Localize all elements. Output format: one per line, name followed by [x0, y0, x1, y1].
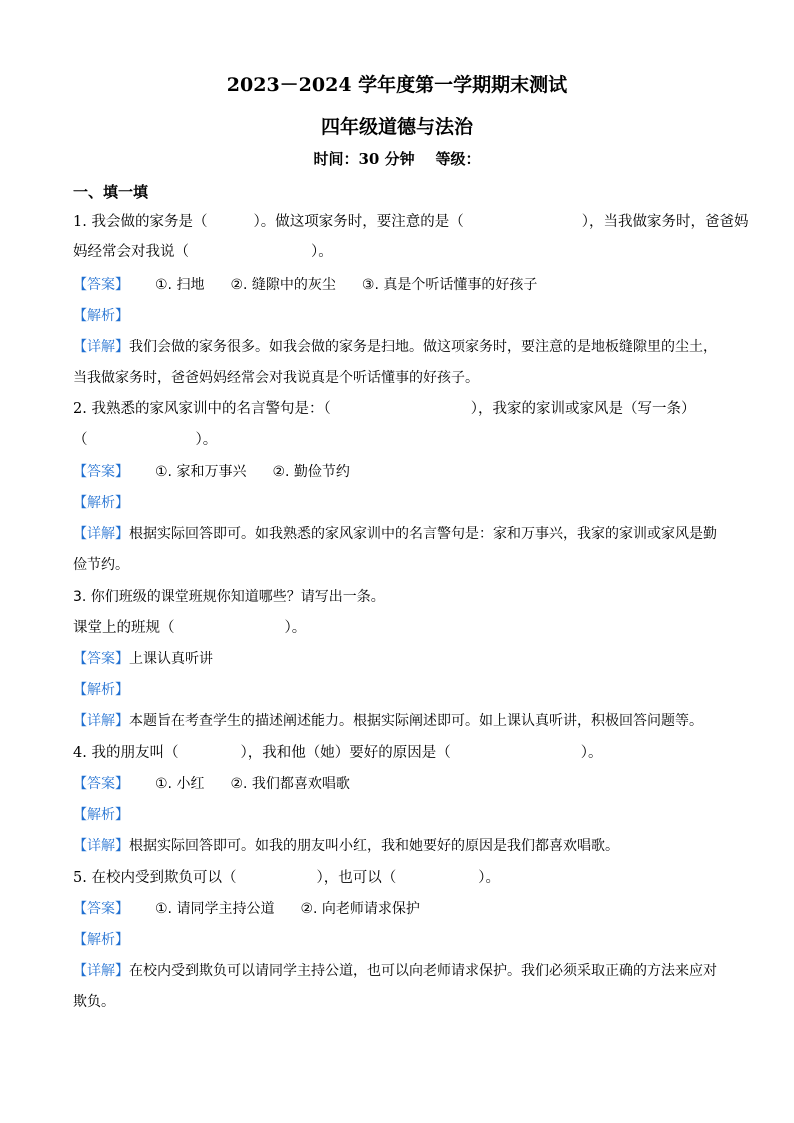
- q1-answer-row: [73, 275, 733, 295]
- section-heading: 一、填一填: [73, 183, 149, 201]
- q2-line-2: [73, 430, 733, 450]
- detail-label: 【详解】: [73, 713, 129, 729]
- answer-label: 【答案】: [73, 651, 129, 667]
- q5-text-c: ）。: [478, 870, 500, 886]
- q1-line-1: [73, 212, 749, 232]
- q5-answer-1: ①. 请同学主持公道: [155, 901, 275, 917]
- exam-meta: 时间：30 分钟 等级：: [313, 150, 481, 168]
- q5-detail-2: 欺负。: [73, 994, 115, 1010]
- q5-answer-row: [73, 899, 733, 919]
- q4-answer-1: ①. 小红: [155, 776, 205, 792]
- q1-answer-1: ①. 扫地: [155, 277, 205, 293]
- answer-label: 【答案】: [73, 901, 129, 917]
- answer-label: 【答案】: [73, 776, 129, 792]
- q1-text-b: ）。做这项家务时，要注意的是（: [253, 214, 464, 230]
- q2-line-1: [73, 399, 733, 419]
- analysis-label: 【解析】: [73, 682, 129, 698]
- q5-analysis: [73, 930, 733, 950]
- analysis-label: 【解析】: [73, 932, 129, 948]
- q2-text-b: ），我家的家训或家风是（写一条）: [470, 401, 696, 417]
- q1-detail-1: 【详解】我们会做的家务很多。如我会做的家务是扫地。做这项家务时，要注意的是地板缝隙里的尘土，: [73, 339, 717, 355]
- q4-answer-row: [73, 774, 733, 794]
- answer-label: 【答案】: [73, 277, 129, 293]
- q3-analysis: [73, 680, 733, 700]
- q1-text-c: ），当我做家务时，爸爸妈: [581, 214, 749, 230]
- q1-text-e: ）。: [311, 244, 333, 260]
- q5-answer-2: ②. 向老师请求保护: [300, 901, 420, 917]
- q1-answer-2: ②. 缝隙中的灰尘: [230, 277, 336, 293]
- exam-subtitle: 四年级道德与法治: [320, 116, 473, 138]
- detail-label: 【详解】: [73, 963, 129, 979]
- q2-detail-1: 【详解】根据实际回答即可。如我熟悉的家风家训中的名言警句是：家和万事兴，我家的家训或家风是勤: [73, 526, 717, 542]
- q2-text-d: ）。: [195, 432, 218, 448]
- q5-detail-1: 【详解】在校内受到欺负可以请同学主持公道，也可以向老师请求保护。我们必须采取正确的方法来应对: [73, 963, 717, 979]
- q2-analysis: [73, 493, 733, 513]
- q3-answer: 上课认真听讲: [129, 651, 213, 667]
- analysis-label: 【解析】: [73, 807, 129, 823]
- q1-answer-3: ③. 真是个听话懂事的好孩子: [361, 277, 538, 293]
- q2-text-c: （: [73, 432, 88, 448]
- q3-line-2: [73, 618, 733, 638]
- q3-detail-1: 【详解】本题旨在考查学生的描述阐述能力。根据实际阐述即可。如上课认真听讲，积极回答问题等。: [73, 713, 703, 729]
- q4-answer-2: ②. 我们都喜欢唱歌: [230, 776, 350, 792]
- q3-answer-row: [73, 649, 733, 669]
- detail-label: 【详解】: [73, 339, 129, 355]
- answer-label: 【答案】: [73, 464, 129, 480]
- analysis-label: 【解析】: [73, 495, 129, 511]
- analysis-label: 【解析】: [73, 308, 129, 324]
- q3-text-c: ）。: [284, 620, 307, 636]
- q5-line-1: [73, 868, 733, 888]
- q1-text-d: 妈经常会对我说（: [73, 244, 189, 260]
- q2-text-a: 2. 我熟悉的家风家训中的名言警句是：（: [73, 401, 331, 417]
- q1-line-2: [73, 242, 733, 262]
- q4-text-c: ）。: [580, 745, 603, 761]
- q4-line-1: [73, 743, 733, 763]
- q2-answer-row: [73, 462, 733, 482]
- q2-detail-2: 俭节约。: [73, 557, 129, 573]
- q3-line-1: 3. 你们班级的课堂班规你知道哪些？请写出一条。: [73, 589, 385, 605]
- q2-answer-1: ①. 家和万事兴: [155, 464, 247, 480]
- q1-detail-2: 当我做家务时，爸爸妈妈经常会对我说真是个听话懂事的好孩子。: [73, 370, 479, 386]
- q4-text-b: ），我和他（她）要好的原因是（: [240, 745, 451, 761]
- q4-detail-1: 【详解】根据实际回答即可。如我的朋友叫小红，我和她要好的原因是我们都喜欢唱歌。: [73, 838, 619, 854]
- q5-text-a: 5. 在校内受到欺负可以（: [73, 870, 237, 886]
- detail-label: 【详解】: [73, 838, 129, 854]
- q1-analysis: [73, 306, 733, 326]
- q1-text-a: 1. 我会做的家务是（: [73, 214, 208, 230]
- q4-analysis: [73, 805, 733, 825]
- q4-text-a: 4. 我的朋友叫（: [73, 745, 179, 761]
- q2-answer-2: ②. 勤俭节约: [272, 464, 350, 480]
- q5-text-b: ），也可以（: [316, 870, 397, 886]
- detail-label: 【详解】: [73, 526, 129, 542]
- q3-text-b: 课堂上的班规（: [73, 620, 175, 636]
- exam-title: 2023－2024 学年度第一学期期末测试: [226, 74, 568, 96]
